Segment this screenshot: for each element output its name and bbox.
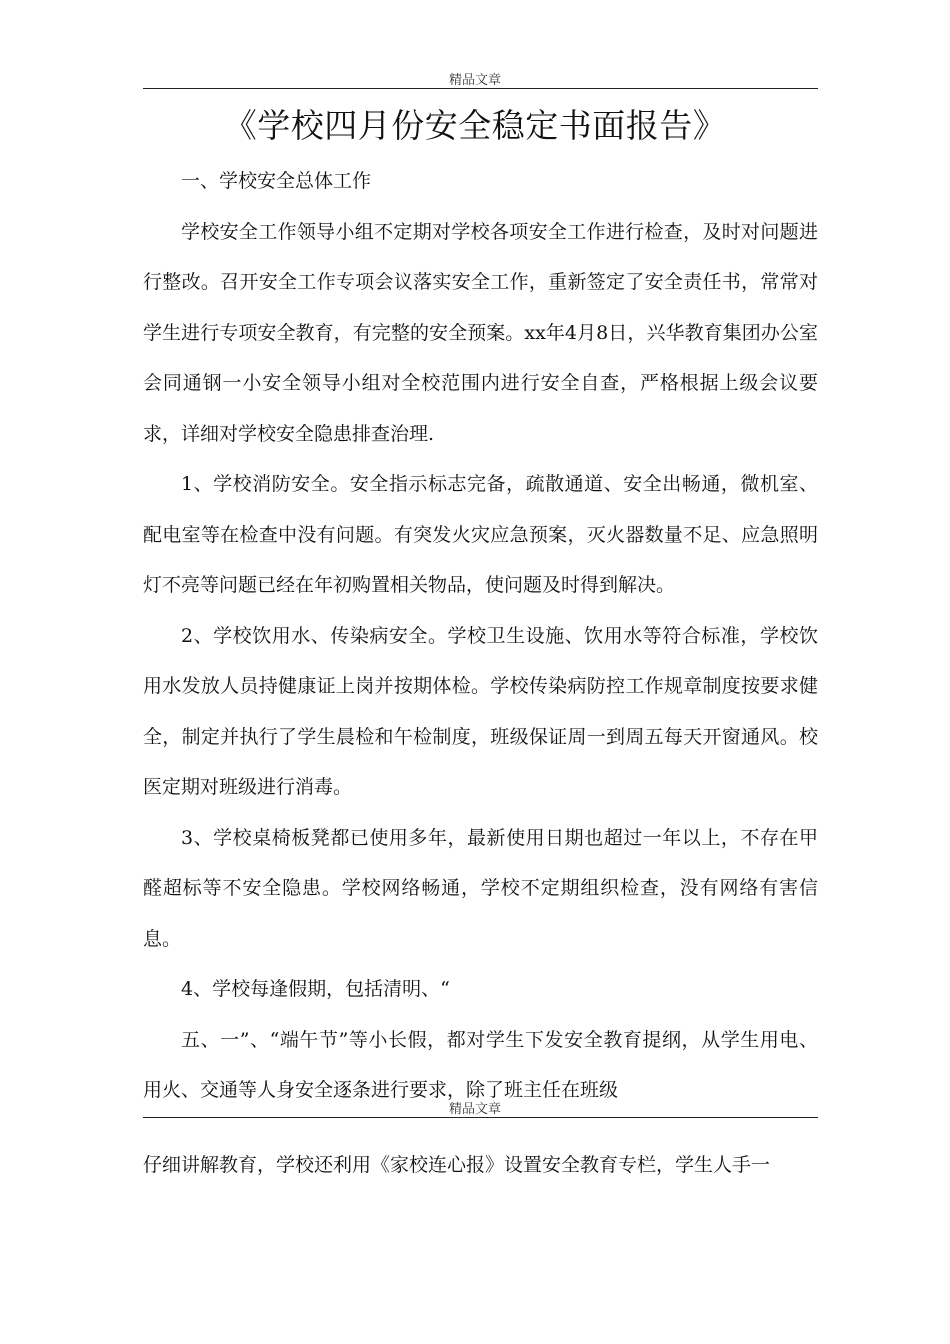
paragraph: 4、学校每逢假期，包括清明、“ <box>181 978 450 1000</box>
paragraph: 1、学校消防安全。安全指示标志完备，疏散通道、安全出畅通，微机室、配电室等在检查中没有问题。有突发火灾应急预案，灭火器数量不足、应急照明灯不亮等问题已经在年初购置相关物品，使问题及时得到解决。 <box>143 473 818 596</box>
document-body <box>143 156 818 1116</box>
section-heading: 一、学校安全总体工作 <box>181 170 372 192</box>
footer-rule <box>143 1117 818 1118</box>
page-footer-label: 精品文章 <box>448 1102 501 1117</box>
page-header-label: 精品文章 <box>448 73 501 88</box>
paragraph: 2、学校饮用水、传染病安全。学校卫生设施、饮用水等符合标准，学校饮用水发放人员持健康证上岗并按期体检。学校传染病防控工作规章制度按要求健全，制定并执行了学生晨检和午检制度，班级保证周一到周五每天开窗通风。校医定期对班级进行消毒。 <box>143 624 818 798</box>
next-page-text: 仔细讲解教育，学校还利用《家校连心报》设置安全教育专栏，学生人手一 <box>143 1154 771 1176</box>
paragraph: 学校安全工作领导小组不定期对学校各项安全工作进行检查，及时对问题进行整改。召开安全工作专项会议落实安全工作，重新签定了安全责任书，常常对学生进行专项安全教育，有完整的安全预案。xx年4月8日，兴华教育集团办公室会同通钢一小安全领导小组对全校范围内进行安全自查，严格根据上级会议要求，详细对学校安全隐患排查治理. <box>143 220 818 445</box>
paragraph: 3、学校桌椅板凳都已使用多年，最新使用日期也超过一年以上，不存在甲醛超标等不安全隐患。学校网络畅通，学校不定期组织检查，没有网络有害信息。 <box>143 826 818 950</box>
paragraph: 五、一”、“端午节”等小长假，都对学生下发安全教育提纲，从学生用电、用火、交通等人身安全逐条进行要求，除了班主任在班级 <box>143 1028 818 1101</box>
header-rule <box>143 88 818 89</box>
document-title: 《学校四月份安全稳定书面报告》 <box>223 106 727 145</box>
